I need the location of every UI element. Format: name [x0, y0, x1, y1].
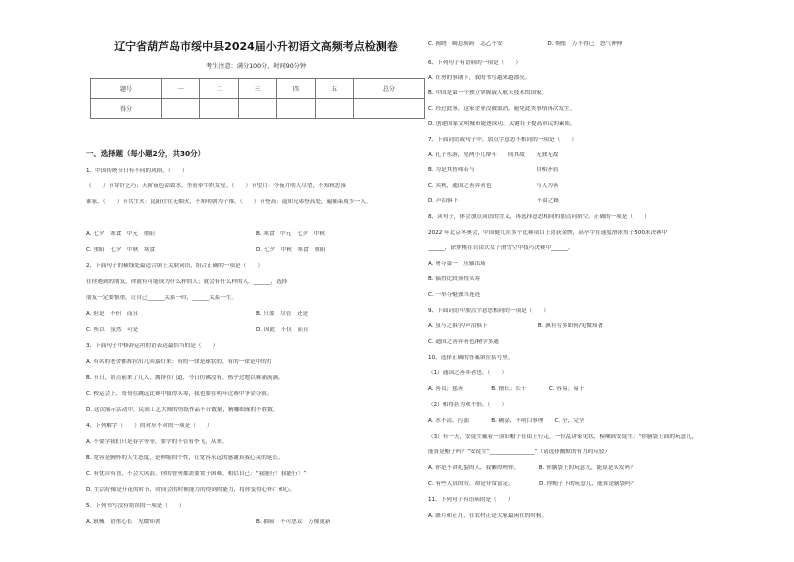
score-table: [90, 78, 425, 119]
option-line: C. 通国之善弈者也/精学多通: [428, 339, 499, 345]
option-line: A. 水不清，污浊 B. 糊涂，不明白事理 C. 全，完全: [428, 418, 585, 424]
option-d: D. 七夕 中秋 寒食 重阳: [256, 247, 326, 253]
score-table-cell: 五: [315, 79, 353, 99]
option-d: D. 因此 不仅 而且: [256, 327, 309, 333]
option-b: B. 只要 尽管 还是: [256, 311, 309, 317]
option-a: A. 七夕 寒食 中元 重阳: [86, 231, 155, 237]
score-cell: [200, 99, 238, 119]
option-line: B. 为是其智弗若与 自相矛盾: [428, 167, 559, 173]
question-line: 9、下面词语中加点字意思相同的一项是（ ）: [428, 308, 550, 314]
option-line: A. 虽与之俱学/声泪俱下 B. 孰有劳多如何/见微知著: [428, 323, 604, 329]
score-table-cell: 总分: [353, 79, 424, 99]
question-line: （1）通国之善弈者也。（ ）: [428, 370, 508, 376]
score-cell: [238, 99, 276, 119]
option-line: C. 校运会上，哥哥在跳远比赛中拔得头筹，我也要在明年比赛中争金夺银。: [86, 391, 273, 397]
question-line: （ ）节穿针乞巧；天阶夜色凉如水，坐看牵牛织女星。（ ）节望月：今夜月明人尽望，不知秋思落: [86, 183, 347, 189]
option-line: [86, 247, 426, 254]
option-line: C. 揭晓 瞬息骄跨 志乙不安 D. 惆怅 万不得已 怒气伸伸: [428, 41, 623, 47]
score-table-cell: 一: [162, 79, 200, 99]
option-line: C. 经过此事，这家企业没被取消，避免此类事情再次发生。: [428, 106, 576, 112]
question-line: 2、下面句子的横线处最适合填上关联词语，组合正确的一项是（ ）: [86, 263, 263, 269]
question-line: 谁家。（ ）节共生火：昆阳往往无烟火，不知明朝为子推。（ ）节登高：遥知兄弟登高处，遍插茱萸少一人。: [86, 199, 372, 205]
question-line: 2022 年北京冬奥会，中国健儿在多个比赛项目上喜获金牌，高亭宇在速度滑冰男子500米决赛中: [428, 230, 668, 236]
question-line: 1、中国传统节日有不同的风俗。（ ）: [86, 168, 188, 174]
option-a: A. 但是 不但 而且: [86, 311, 139, 317]
option-line: C. 有忧自有喜，不会大风浪。你的智勇都需要置于困难，相信自己：“我能行！我能行！”: [86, 471, 307, 477]
option-line: A. 有名的老舍都挥拉出几回嘉灯来：有的一律是球状的，有的一律是中的灯: [86, 359, 273, 365]
option-c: C. 所以 虽然 可是: [86, 327, 139, 333]
score-cell: [277, 99, 315, 119]
option-line: [86, 327, 426, 334]
question-line: （3）有一天，安徒生戴着一顶旧帽子在街上行走，一位乱讲家见状，模嘲讽安徒生：“你脑袋上面的玩意儿，: [428, 434, 698, 440]
question-line: 8、读句子，体会加点词语的含义，再选择意思相同的加点词填空。正确的一项是（ ）: [428, 214, 650, 220]
option-line: B. 搞得比较顶得头筹: [428, 276, 481, 282]
score-table-cell: 题号: [91, 79, 162, 99]
option-line: [86, 311, 426, 318]
option-line: D. 这次展示活动中，民间工艺大师的剪纸作品不计数量，精雕细琢的不胜数。: [86, 407, 279, 413]
option-line: D. 创建国家文明城市能逐成功，关键在于提高市民的素质。: [428, 121, 576, 127]
option-line: C. 一举夺魁独当连连: [428, 292, 481, 298]
score-table-cell: 三: [238, 79, 276, 99]
question-line: ______，徐梦桃在自由式女子滑雪空中技巧决赛中______。: [428, 245, 574, 251]
option-line: A. 勇夺第一 压轴出场: [428, 261, 486, 267]
question-line: 6、下列句子有语病的一项是（ ）: [428, 60, 522, 66]
option-line: B. 宽容是胸怀的人生态度，是伸缩的个性，让宽容永远的感谢真我心灵的延长。: [86, 455, 284, 461]
question-line: 11、下列句子有语病的是（ ）: [428, 497, 514, 503]
option-line: A. 腊月和正月，在农村正是大家最闲在的时候。: [428, 513, 548, 519]
score-cell: [353, 99, 424, 119]
option-line: A. 孔子东游，见两小儿辩斗 间其故 无独无故: [428, 152, 559, 158]
option-line: D. 生活好像是开花的时节，时间会的时候能力的得到的能力，将你变得心怀广和心。: [86, 487, 296, 493]
option-line: B. 中国是第一个独立掌握载人航天技术的国家。: [428, 90, 548, 96]
question-line: 在你遇到的朋友，你就有可能成为什么样的人；就会有什么样的人。______，选择: [86, 279, 288, 285]
question-line: 3、下面句子中修辞运用的语表达最恰当的是（ ）: [86, 343, 219, 349]
question-line: 能算是帽子吗？”安徒生“________________”（请选择幽默的有力的反驳）: [428, 449, 611, 455]
page-title: 辽宁省葫芦岛市绥中县2024届小升初语文高频考点检测卷: [114, 40, 398, 53]
option-line: A. 你是不讲礼貌的人，我懒得理你。 B. 你脑袋上的玩意儿，能算是头发吗？: [428, 465, 636, 471]
option-line: B. 节日，景点前来了几人，拥挤在门道，今日仿佛没有，热乎过地以赛涌流满。: [86, 375, 284, 381]
score-table-score-row: [91, 99, 425, 119]
question-line: （2）相得甚为欢不怡。（ ）: [428, 402, 508, 408]
score-table-cell: 二: [200, 79, 238, 99]
option-line: [86, 231, 426, 238]
option-line: D. 声泪俱下 不由之路: [428, 198, 559, 204]
question-line: 10、选择正确的答案填在括号里。: [428, 355, 514, 361]
option-line: C. 宾秋，通国之善弈者也 与人为善: [428, 183, 559, 189]
option-b: B. 抽屉 不可思议 万像更新: [256, 519, 331, 525]
question-line: 5、下列书写没有错误的一项是（ ）: [86, 503, 185, 509]
exam-note: 考生注意：满分100分，时间90分钟: [205, 63, 307, 70]
question-line: 7、下面词语或句子中，加点字意思不相同的一项是（ ）: [428, 137, 577, 143]
question-line: 朋友一定要慎重，让自己______关系一时，______关系一生。: [86, 295, 238, 301]
option-a: A. 镇械 语重心长 见微知著: [86, 519, 161, 525]
option-line: A. 不要学我们只是春学等等，要学的不管看李飞，从来。: [86, 439, 228, 445]
score-cell: [162, 99, 200, 119]
option-c: C. 重阳 七夕 中秋 寒食: [86, 247, 155, 253]
option-line: C. 有些人真的穷，却是非常富足。 D. 你帽子下的玩意儿，能算是脑袋吗？: [428, 481, 637, 487]
question-line: 4、下列解字（ ）的对应不对的一项是（ ）: [86, 423, 213, 429]
score-table-cell: 四: [277, 79, 315, 99]
option-line: A. 善良；慈善 B. 擅长；长于 C. 容易；易于: [428, 386, 585, 392]
section-heading: 一、选择题（每小题2分，共30分）: [86, 149, 205, 158]
option-b: B. 寒食 中元 七夕 中秋: [256, 231, 325, 237]
option-line: A. 在努的事钢下，我的书写越来越漂亮。: [428, 75, 531, 81]
score-cell: [315, 99, 353, 119]
score-table-row-label: 得分: [91, 99, 162, 119]
score-table-header-row: [91, 79, 425, 99]
option-line: [86, 519, 426, 526]
